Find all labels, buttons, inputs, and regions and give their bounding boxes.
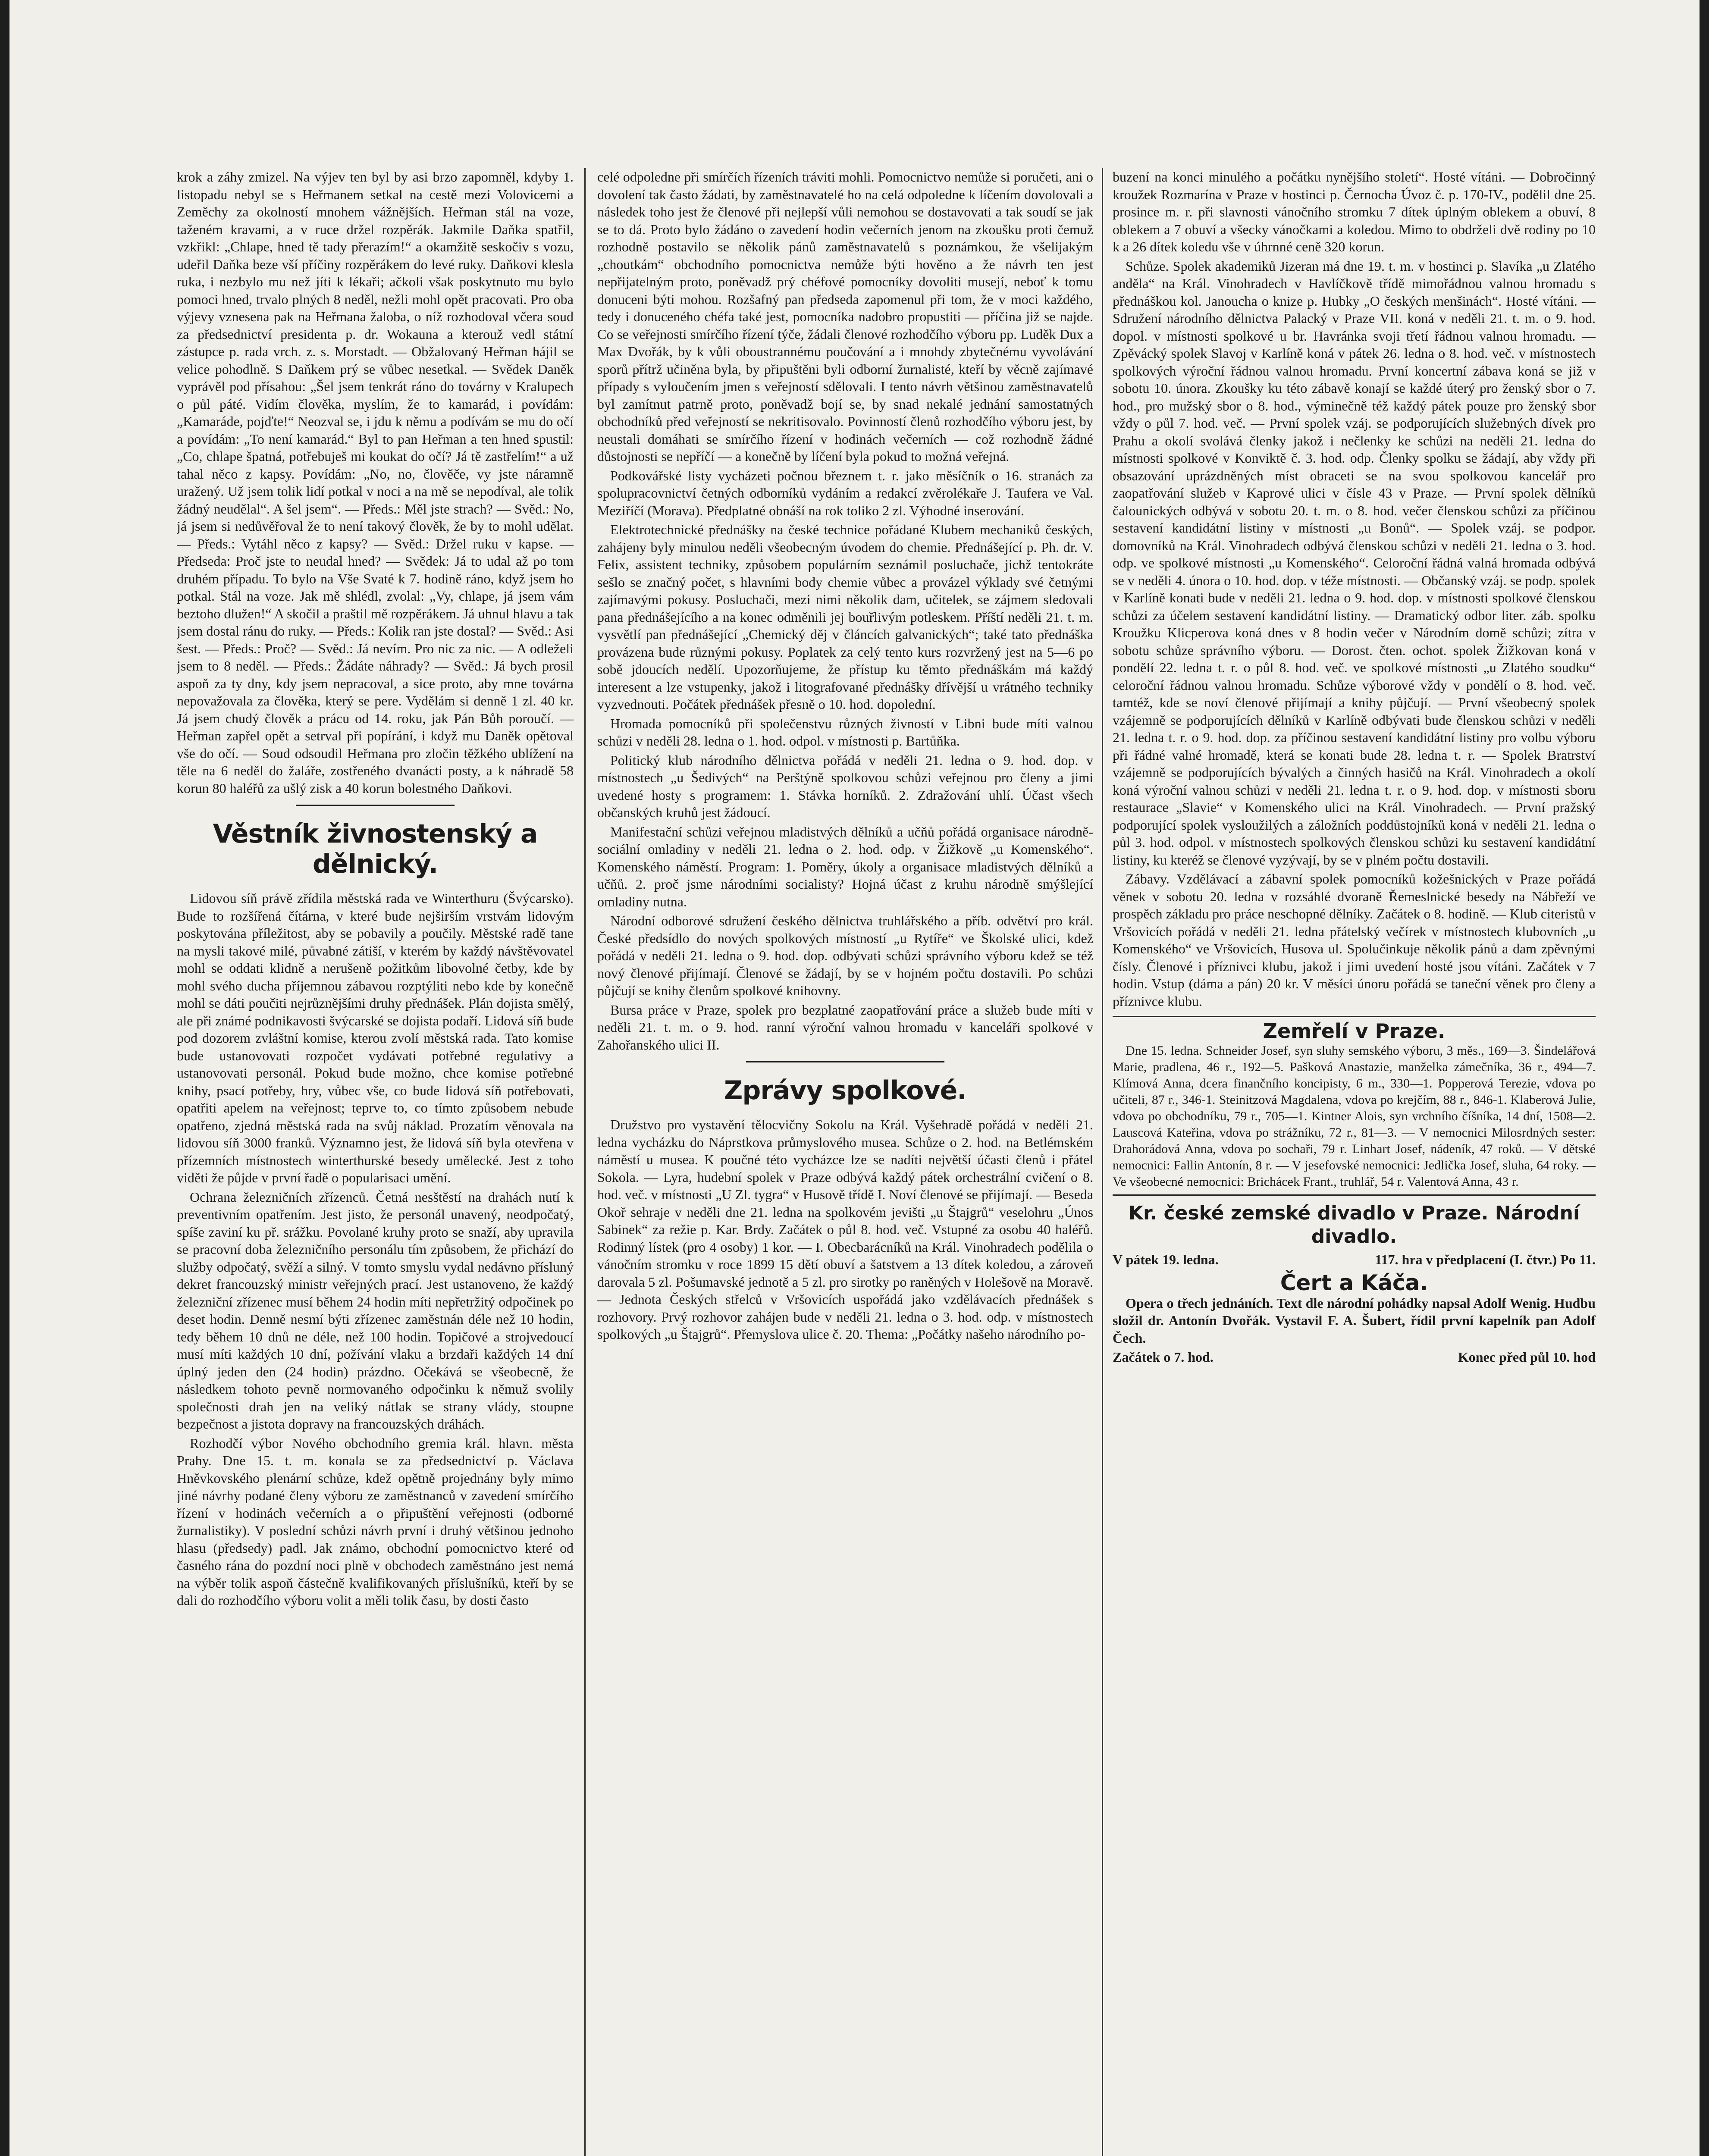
article-text: Politický klub národního dělnictva pořádá v neděli 21. ledna o 9. hod. dop. v místnostech „u Šedivých“ na Perštýně spolkovou schůzi veřejnou pro členy a jimi uvedené hosty s programem: 1. Stávka horníků. 2. Zdražování uhlí. Účast všech občanských kruhů jest žádoucí. [597,752,1093,820]
subscription-info: 117. hra v předplacení (I. čtvr.) Po 11. [1375,1251,1596,1267]
performance-date: V pátek 19. ledna. [1113,1251,1219,1267]
section-heading-trade: Věstník živnostenský a dělnický. [213,819,538,879]
column-rule [1102,168,1103,2156]
column-2 [597,168,1093,2156]
column-3 [1113,168,1596,2156]
article-text: Bursa práce v Praze, spolek pro bezplatné zaopatřování práce a služeb bude míti v neděli 21. t. m. o 9. hod. ranní výroční valnou hromadu v kanceláři spolkové v Zahořanského ulici II. [597,1002,1093,1053]
entertainment-text: Zábavy. Vzdělávací a zábavní spolek pomocníků kožešnických v Praze pořádá věnek v sobotu 20. ledna v rozsáhlé dvoraně Řemeslnické besedy na Nábřeží ve prospěch základu pro práce neschopné dělníky. Začátek o 8. hodině. — Klub citeristů v Vršovicích pořádá v neděli 21. ledna přátelský večírek v místnostech klubovních „u Komenského“ ve Vršovicích, Husova ul. Spolučinkuje několik pánů a dam zpěvnými čísly. Členové i příznivci klubu, jakož i jimi uvedení hosté jsou vítáni. Začátek v 7 hodin. Vstup (dáma a pán) 20 kr. V měsíci únoru pořádá se taneční věnek pro členy a příznivce klubu. [1113,871,1596,1009]
start-time: Začátek o 7. hod. [1113,1349,1214,1365]
theatre-listing [1113,1202,1596,1366]
court-report-text: krok a záhy zmizel. Na výjev ten byl by asi brzo zapomněl, kdyby 1. listopadu nebyl se s Heřmanem setkal na cestě mezi Volovicemi a Zeměchy za okolností mnohem vážnějších. Heřman stál na voze, taženém kravami, a v ruce držel rozpěrák. Jakmile Daňka spatřil, vzkřikl: „Chlape, hned tě tady přerazím!“ a okamžitě seskočiv s vozu, udeřil Daňka beze vší příčiny rozpěrákem do levé ruky. Daňkovi klesla ruka, i nezbylo mu než jíti k lékaři; ačkoli však poskytnuto mu bylo pomoci hned, trvalo plných 8 neděl, nežli mohl opět pracovati. Pro oba výjevy vznesena pak na Heřmana žaloba, o níž rozhodoval včera soud za předsednictví presidenta p. dr. Wokauna a kterouž vedl státní zástupce p. rada vrch. z. s. Morstadt. — Obžalovaný Heřman hájil se velice pohodlně. S Daňkem prý se vůbec nesetkal. — Svědek Daněk vyprávěl pod přísahou: „Šel jsem tenkrát ráno do továrny v Kralupech o půl páté. Vidím člověka, myslím, že to kamarád, i povídám: „Kamaráde, pojďte!“ Neozval se, i jdu k němu a podívám se mu do očí a povídám: „To není kamarád.“ Byl to pan Heřman a ten hned spustil: „Co, chlape špatná, potřebuješ mi koukat do očí? Já tě zastřelím!“ a už tahal něco z kapsy. Povídám: „No, no, člověče, vy jste náramně uražený. Už jsem tolik lidí potkal v noci a na mě se nepodíval, ale tolik žádný neudělal“. A šel jsem“. — Předs.: Měl jste strach? — Svěd.: No, já jsem si nedůvěřoval že to není takový člověk, že by to mohl udělat. — Předs.: Vytáhl něco z kapsy? — Svěd.: Držel ruku v kapse. — Předseda: Proč jste to neudal hned? — Svědek: Já to udal až po tom druhém případu. To bylo na Vše Svaté k 7. hodině ráno, když jsem ho potkal. Stál na voze. Jak mě shlédl, zvolal: „Vy, chlape, já jsem vám beztoho dlužen!“ A skočil a praštil mě rozpěrákem. Já uhnul hlavu a tak jsem dostal ránu do ruky. — Předs.: Kolik ran jste dostal? — Svěd.: Asi šest. — Předs.: Proč? — Svěd.: Já nevím. Pro nic za nic. — A odleželi jsem to 8 neděl. — Předs.: Žádáte náhrady? — Svěd.: Já bych prosil aspoň za ty dny, kdy jsem nepracoval, a sice proto, aby mne továrna nepovažovala za člověka, který se pere. Vydělám si denně 1 zl. 40 kr. Já jsem chudý člověk a prácu od 14. roku, jak Pán Bůh poroučí. — Heřman zapřel opět a setrval při popírání, i když mu Daněk opětoval vše do očí. — Soud odsoudil Heřmana pro zločin těžkého ublížení na těle na 6 neděl do žaláře, zostřeného dvanácti posty, a k náhradě 58 korun 80 haléřů za ušlý zisk a 40 korun bolestného Daňkovi. [177,169,574,796]
section-heading-clubs: Zprávy spolkové. [724,1075,967,1106]
article-text: celé odpoledne při smírčích řízeních tráviti mohli. Pomocnictvo nemůže si poručeti, ani o dovolení tak často žádati, by zaměstnavatelé ho na celá odpoledne k líčením dovolovali a následek toho jest že členové při nejlepší vůli nemohou se dostavovati a tak soudí se jak se to dá. Proto bylo žádáno o zavedení hodin večerních jenom na zkoušku proti čemuž rozhodně postavilo se několik pánů zaměstnavatelů s poznámkou, že všelijakým „choutkám“ obchodního pomocnictva nemůže býti hověno a že návrh ten jest nepřijatelným proto, poněvadž prý chéfové pomocníky dovoliti musejí, neboť k tomu donuceni býti mohou. Rozšafný pan předseda zapomenul při tom, že v moci každého, tedy i donuceného chéfa také jest, pomocníka nadobro propustiti — příčina již se najde. Co se veřejnosti smírčího řízení týče, žádali členové rozhodčího výboru pp. Luděk Dux a Max Dvořák, by k vůli oboustrannému poučování a i mnohdy zbytečnému vyvolávání sporů přítrž učiněna byla, by připuštěni byli odborní žurnalisté, kteří by věcně zajímavé případy s vyloučením jmen s veřejností sdělovali. I tento návrh většinou zaměstnavatelů byl zamítnut patrně proto, poněvadž bojí se, by snad nekalé jednání samostatných obchodníků před veřejností se nekritisovalo. Povinností členů rozhodčího výboru jest, by neustali domáhati se smírčího řízení v hodinách večerních — což rozhodně žádné důstojnosti se nepříčí — a konečně by líčení byla pokud to možná veřejná. [597,169,1093,464]
article-text: Manifestační schůzi veřejnou mladistvých dělníků a učňů pořádá organisace národně-sociální omladiny v neděli 21. ledna o 2. hod. odp. v Žižkově „u Komenského“. Komenského náměstí. Program: 1. Poměry, úkoly a organisace mladistvých dělníků a učňů. 2. proč jsme národními socialisty? Hojná účast z kruhu národně smýšlející omladiny nutna. [597,824,1093,909]
performance-row [1113,1251,1596,1269]
divider [296,805,455,806]
column-rule [584,168,586,2156]
obituaries-title: Zemřelí v Praze. [1263,1019,1446,1043]
article-text: Družstvo pro vystavění tělocvičny Sokolu na Král. Vyšehradě pořádá v neděli 21. ledna vycházku do Náprstkova průmyslového musea. Schůze o 2. hod. na Betlémském náměstí u musea. K poučné této vycházce lze se nadíti největší účasti členů i přátel Sokola. — Lyra, hudební spolek v Praze odbývá každý pátek orchestrální cvičení o 8. hod. več. v místnosti „U Zl. tygra“ v Husově třídě I. Noví členové se přijímají. — Beseda Okoř sehraje v neděli dne 21. ledna na spolkovém jevišti „u Štajgrů“ veselohru „Únos Sabinek“ za režie p. Kar. Brdy. Začátek o půl 8. hod. več. Vstupné za osobu 40 haléřů. Rodinný lístek (pro 4 osoby) 1 kor. — I. Obecbarácníků na Král. Vinohradech podělila o vánočním stromku v roce 1899 15 dětí obuví a šatstvem a 13 dítek koledou, a zároveň darovala 5 zl. Pošumavské jednotě a 5 zl. pro sirotky po raněných v Holešově na Moravě. — Jednota Českých střelců v Vršovicích uspořádá jako vzdělávacích přednášek s rozhovory. Prvý rozhovor zahájen bude v neděli 21. ledna o 3. hod. odp. v místnostech spolkových „u Štajgrů“. Přemyslova ulice č. 20. Thema: „Počátky našeho národního po- [597,1117,1093,1342]
article-text: Podkovářské listy vycházeti počnou březnem t. r. jako měsíčník o 16. stranách za spolupracovnictví četných odborníků vydáním a redakcí zvěrolékaře J. Taufera ve Val. Meziříčí (Morava). Předplatné obnáší na rok toliko 2 zl. Výhodné inserování. [597,467,1093,518]
scan-edge-left [0,0,9,2156]
theatre-title: Kr. české zemské divadlo v Praze. Národní divadlo. [1128,1202,1580,1247]
play-description: Opera o třech jednáních. Text dle národní pohádky napsal Adolf Wenig. Hudbu složil dr. Antonín Dvořák. Vystavil F. A. Šubert, řídil první kapelník pan Adolf Čech. [1113,1295,1596,1346]
meetings-text: Schůze. Spolek akademiků Jizeran má dne 19. t. m. v hostinci p. Slavíka „u Zlatého anděla“ na Král. Vinohradech v Havlíčkově třídě mimořádnou valnou hromadu s přednáškou kol. Janoucha o knize p. Hubky „O českých menšinách“. Hosté vítáni. — Sdružení národního dělnictva Palacký v Praze VII. koná v neděli 21. t. m. o 9. hod. dopol. v místnosti spolkové u br. Havránka svoji třetí řádnou valnou hromadu. — Zpěvácký spolek Slavoj v Karlíně koná v pátek 26. ledna o 8. hod. več. v místnostech spolkových výroční řádnou valnou hromadu. První koncertní zábava koná se již v sobotu 10. února. Zkoušky ku této zábavě konají se každé úterý pro ženský sbor o 7. hod., pro mužský sbor o 8. hod., výminečně též každý pátek pouze pro ženský sbor vždy o půl 7. hod. več. — První spolek vzáj. se podporujících služebných dívek pro Prahu a okolí svolává členky jakož i nečlenky ke schůzi na neděli 21. ledna do místnosti spolkové v Konviktě č. 3. hod. odp. Členky spolku se žádají, aby vždy při obsazování uprázdněných míst obraceti se na svou spolkovou kancelář pro zaopatřování služeb v Kaprové ulici v čísle 43 v Praze. — První spolek dělníků čalounických odbývá v sobotu 20. t. m. o 8. hod. večer členskou schůzi za příčinou sestavení kandidátní listiny v místnosti „u Bonů“. — Spolek vzáj. se podpor. domovníků na Král. Vinohradech odbývá členskou schůzi v neděli 21. ledna o 3. hod. odp. ve spolkové místnosti „u Komenského“. Celoroční řádná valná hromada odbývá se v neděli 4. února o 10. hod. dop. v téže místnosti. — Občanský vzáj. se podp. spolek v Karlíně konati bude v neděli 21. ledna o 9. hod. dop. v místnosti spolkové členskou schůzi za účelem sestavení kandidátní listiny. — Dramatický odbor liter. záb. spolku Kroužku Klicperova koná dnes v 8 hodin večer v Národním domě schůzi; zítra v sobotu schůze správního výboru. — Dorost. čten. ochot. spolek Žižkovan koná v pondělí 22. ledna t. r. o půl 8. hod. več. ve spolkové místnosti „u Zlatého soudku“ celoroční řádnou valnou hromadu. Schůze výborové vždy v pondělí o 8. hod. več. tamtéž, kde se noví členové přijímají a knihy půjčují. — První všeobecný spolek vzájemně se podporujících dělníků v Karlíně odbývati bude členskou schůzi v neděli 21. ledna t. r. o 9. hod. dop. za příčinou sestavení kandidátní listiny pro volbu výboru při řádné valné hromadě, která se konati bude 28. ledna t. r. — Spolek Bratrství vzájemně se podporujících bývalých a činných hasičů na Král. Vinohradech a okolí koná výroční valnou schůzi v neděli 21. ledna t. r. o 9. hod. dop. v místnosti sboru restaurace „Slavie“ v Komenského ulici na Král. Vinohradech. — První pražský podporující spolek vysloužilých a záložních poddůstojníků koná v neděli 21. ledna o půl 3. hod. odpol. v místnostech spolkových členskou schůzi ku sestavení kandidátní listiny, ku kteréž se členové vyzývají, by se v plném počtu dostavili. [1113,258,1596,868]
column-1 [177,168,574,2156]
article-text: Národní odborové sdružení českého dělnictva truhlářského a příb. odvětví pro král. České předsídlo do nových spolkových místností „u Rytíře“ ve Školské ulici, kdež pořádá v neděli 21. ledna o 9. hod. dop. odbývati schůzi správního výboru kdež se též nový členové přijímají. Členové se žádají, by se v hojném počtu dostavili. Po schůzi půjčují se knihy členům spolkové knihovny. [597,913,1093,998]
article-text: Lidovou síň právě zřídila městská rada ve Winterthuru (Švýcarsko). Bude to rozšířená čítárna, v které bude nejširším vrstvám lidovým poskytována příležitost, aby se pobavily a poučily. Městské radě tane na mysli takové milé, půvabné zátiší, v kterém by každý návštěvovatel mohl se oddati klidně a nerušeně požitkům libovolné četby, kde by mohl svého ducha příjemnou zábavou rozptýliti nebo kde by konečně mohl se dáti poučiti nejrůznějšími druhy přednášek. Plán dojista smělý, ale při známé podnikavosti švýcarské se dojista podaří. Lidová síň bude pod dozorem zvláštní komise, kterou zvolí městská rada. Tato komise bude ustanovovati rozpočet vydávati potřebné regulativy a ustanovovati personál. Pokud bude možno, chce komise potřebné knihy, psací potřeby, hry, vůbec vše, co bude lidová síň potřebovati, opatřiti apelem na veřejnost; teprve to, co tímto způsobem nebude opatřeno, zjedná městská rada na svůj náklad. Prozatím věnovala na lidovou síň 3000 franků. Významno jest, že lidová síň byla otevřena v přízemních místnostech winterthurské besedy umělecké. Jest z toho viděti že půjde v první řadě o popularisaci umění. [177,890,574,1185]
article-text: Rozhodčí výbor Nového obchodního gremia král. hlavn. města Prahy. Dne 15. t. m. konala se za předsednictví p. Václava Hněvkovského plenární schůze, kdež opětně projednány byly mimo jiné návrhy podané členy výboru ze zaměstnanců v zavedení smírčího řízení v hodinách večerních a o připuštění veřejnosti (odborné žurnalistiky). V poslední schůzi návrh první i druhý většinou jednoho hlasu (předsedy) padl. Jak známo, obchodní pomocnictvo které od časného rána do pozdní noci plně v obchodech zaměstnáno jest nemá na výběr tolik aspoň částečně kvalifikovaných příslušníků, kteří by se dali do rozhodčího výboru volit a měli tolik času, by dosti často [177,1435,574,1608]
article-text: Ochrana železničních zřízenců. Četná nesštěstí na drahách nutí k preventivním opatřením. Jest jisto, že personál unavený, neodpočatý, spíše zaviní ku př. srážku. Povolané kruhy proto se snaží, aby upravila se pracovní doba železničního personálu tím způsobem, že přichází do služby odpočatý, svěží a silný. V tomto smyslu vydal nedávno přísluný dekret francouzský ministr veřejných prací. Jest ustanoveno, že každý železniční zřízenec musí během 24 hodin míti nepřetržitý odpočinek po deset hodin. Denně nesmí býti zřízenec zaměstnán déle než 10 hodin, tedy během 10 dnů ne déle, než 100 hodin. Topičové a strojvedoucí musí míti každých 10 dní, požívání vlaku a brzdaři každých 14 dní úplný jeden den (24 hodin) prázdno. Očekává se všeobecně, že následkem tohoto pevně normovaného odpočinku k němuž svolily společnosti drah jen na veliký nátlak se strany vlády, stoupne bezpečnost a jistota dopravy na francouzských dráhách. [177,1189,574,1432]
article-text: Elektrotechnické přednášky na české technice pořádané Klubem mechaniků českých, zahájeny byly minulou neděli všeobecným úvodem do chemie. Přednášející p. Ph. dr. V. Felix, assistent techniky, způsobem populárním seznámil posluchače, jichž tentokráte sešlo se značný počet, s hlavními body chemie vůbec a provázel výklady své četnými zajímavými pokusy. Posluchači, mezi nimi několik dam, učitelek, se zájmem sledovali pana přednášejícího a na konec odměnili jej bouřlivým potleskem. Příští neděli 21. t. m. vysvětlí pan přednášející „Chemický děj v článcích galvanických“; také tato přednáška provázena bude různými pokusy. Poplatek za celý tento kurs rozvržený jest na 5—6 po sobě jdoucích nedělí. Upozorňujeme, že přístup ku těmto přednáškám má každý interesent a lze vstupenky, jakož i litografované přednášky dřívější u vrátného techniky vyzvednouti. Počátek přednášek přesně o 10. hod. dopolední. [597,522,1093,712]
times-row [1113,1348,1596,1366]
end-time: Konec před půl 10. hod [1458,1349,1596,1365]
article-text: Hromada pomocníků při společenstvu různých živností v Libni bude míti valnou schůzi v neděli 28. ledna o 1. hod. odpol. v místnosti p. Bartůňka. [597,715,1093,749]
obituaries-text: Dne 15. ledna. Schneider Josef, syn sluhy semského výboru, 3 měs., 169—3. Šindelářová Marie, pradlena, 46 r., 192—5. Pašková Anastazie, manželka zámečníka, 36 r., 494—7. Klímová Anna, dcera finančního koncipisty, 6 m., 330—1. Popperová Terezie, vdova po učiteli, 87 r., 346-1. Steinitzová Magdalena, vdova po krejčím, 88 r., 846-1. Klaberová Julie, vdova po obchodníku, 79 r., 705—1. Kintner Alois, syn vrchního číšníka, 14 dní, 1508—2. Lauscová Kateřina, vdova po strážníku, 72 r., 81—3. — V nemocnici Milosrdných sester: Drahorádová Anna, vdova po sochaři, 79 r. Linhart Josef, nádeník, 47 roků. — V dětské nemocnici: Fallin Antonín, 8 r. — V jesefovské nemocnici: Jedlička Josef, sluha, 64 roky. — Ve všeobecné nemocnici: Brichácek Frant., truhlář, 54 r. Valentová Anna, 43 r. [1113,1043,1596,1189]
divider [746,1061,944,1062]
play-title: Čert a Káča. [1280,1270,1428,1295]
obituaries-box [1113,1016,1596,1196]
scan-edge-right [1700,0,1709,2156]
article-text: buzení na konci minulého a počátku nynějšího století“. Hosté vítáni. — Dobročinný kroužek Rozmarína v Praze v hostinci p. Černocha Úvoz č. p. 170-IV., podělil dne 25. prosince m. r. při slavnosti vánočního stromku 7 dítek úplným oblekem a obuví, 8 oblekem a 7 obuví a všecky vánočkami a koledou. Mimo to obdrželi dvě rodiny po 10 k a 26 dítek koledu vše v úhrnné ceně 320 korun. [1113,169,1596,254]
